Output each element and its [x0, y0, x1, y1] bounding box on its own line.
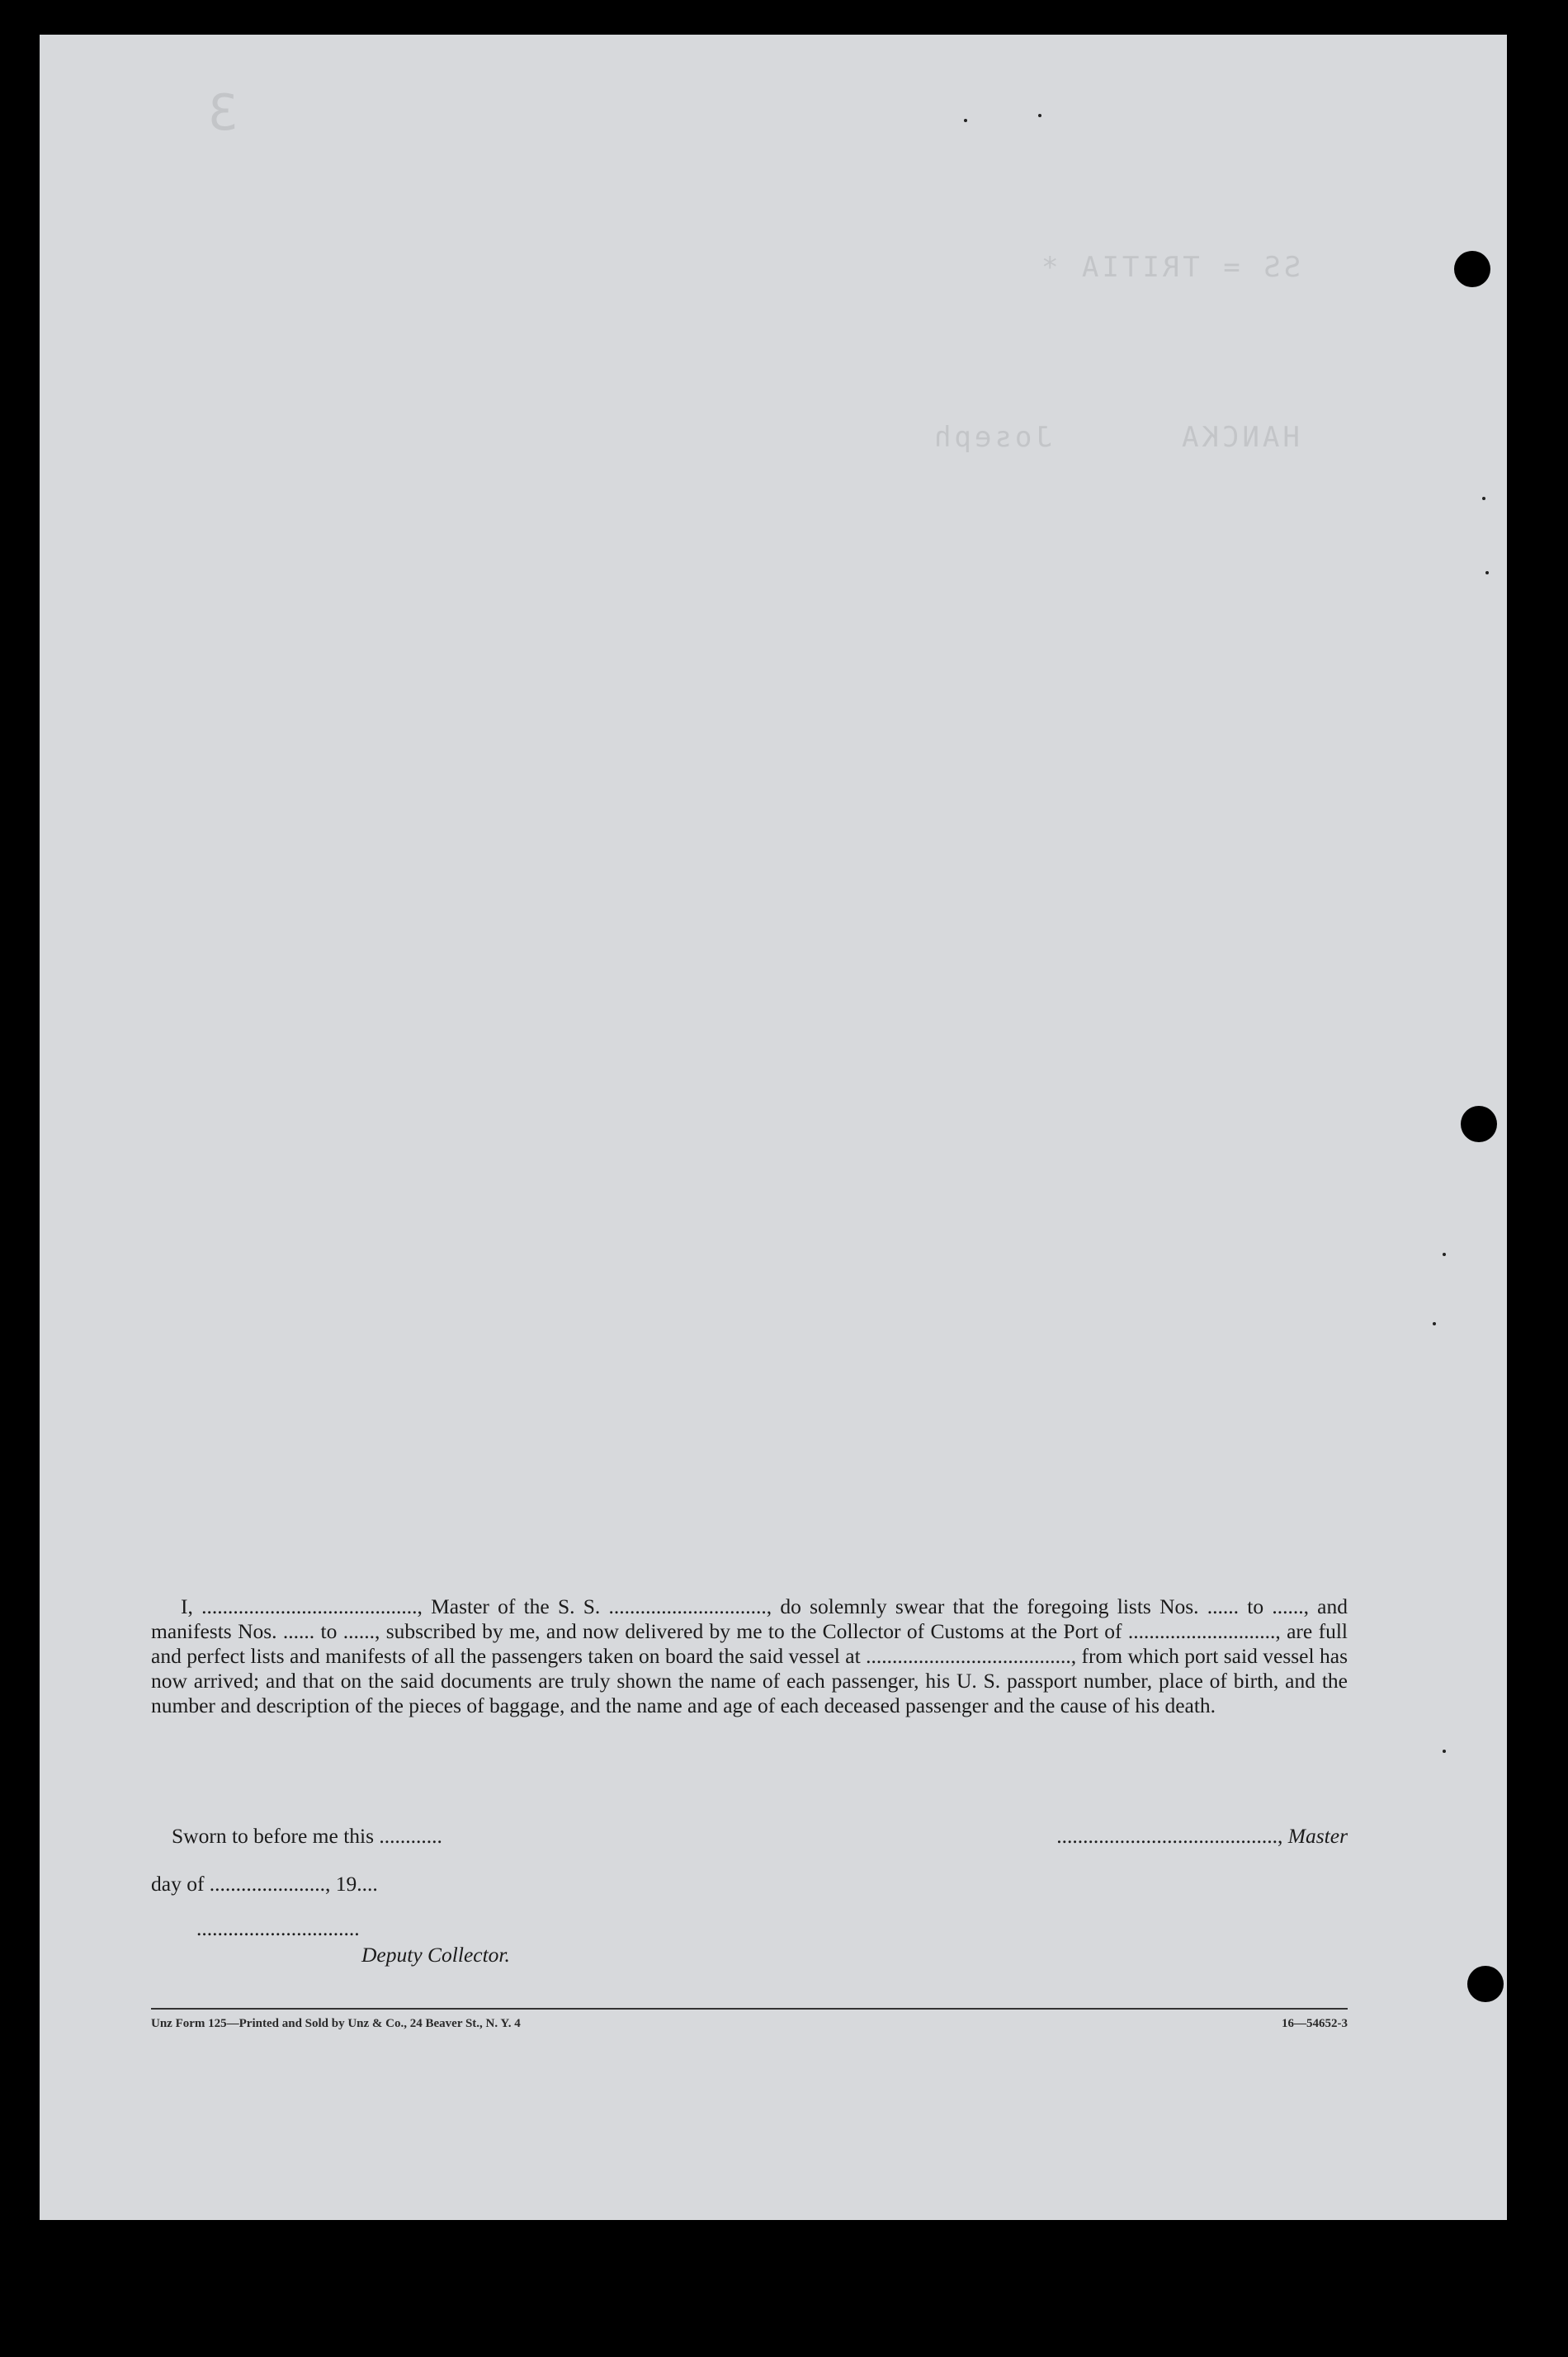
footer-rule [151, 2008, 1348, 2010]
scan-speck [1433, 1322, 1436, 1325]
footer-printer-credit: Unz Form 125—Printed and Sold by Unz & Co., 24 Beaver St., N. Y. 4 [151, 2017, 521, 2030]
bleed-through-page-number: 3 [205, 84, 239, 142]
footer-form-number: 16—54652-3 [1282, 2017, 1348, 2030]
bleed-through-given-name: Joseph [931, 421, 1052, 454]
master-signature-dots: .........................................., [1056, 1824, 1283, 1848]
bleed-through-ship-line: SS = TRITIA * [1038, 251, 1301, 284]
sworn-before-line: Sworn to before me this ............ [172, 1824, 442, 1848]
master-signature-line [1056, 1824, 1348, 1849]
day-of-line: day of ......................, 19.... [151, 1872, 378, 1896]
scan-speck [1443, 1253, 1446, 1256]
scan-speck [1482, 497, 1485, 500]
scan-speck [1443, 1750, 1446, 1753]
master-label: Master [1287, 1824, 1348, 1848]
deputy-collector-label: Deputy Collector. [361, 1943, 510, 1967]
document-page [40, 35, 1507, 2220]
oath-paragraph: I, ........................................., Master of the S. S. .............................., do solemnly swear that the foregoing lists Nos. ...... to ......, and manifests Nos. ...... to ......, subscribed by me, and now delivered by me to the Collector of Customs at the Port of ............................, are full and perfect lists and manifests of all the passengers taken on board the said vessel at ......................................., from which port said vessel has now arrived; and that on the said documents are truly shown the name of each passenger, his U. S. passport number, place of birth, and the number and description of the pieces of baggage, and the name and age of each deceased passenger and the cause of his death. [151, 1594, 1348, 1717]
scan-speck [1038, 114, 1041, 117]
deputy-signature-dots: ............................... [196, 1916, 360, 1940]
punch-hole-bottom [1467, 1966, 1504, 2002]
scan-speck [964, 119, 967, 122]
scan-speck [1485, 571, 1489, 574]
master-oath-section [151, 1594, 1348, 1718]
bleed-through-surname: HANCKA [1178, 421, 1300, 454]
punch-hole-top [1454, 251, 1490, 287]
punch-hole-middle [1461, 1106, 1497, 1142]
